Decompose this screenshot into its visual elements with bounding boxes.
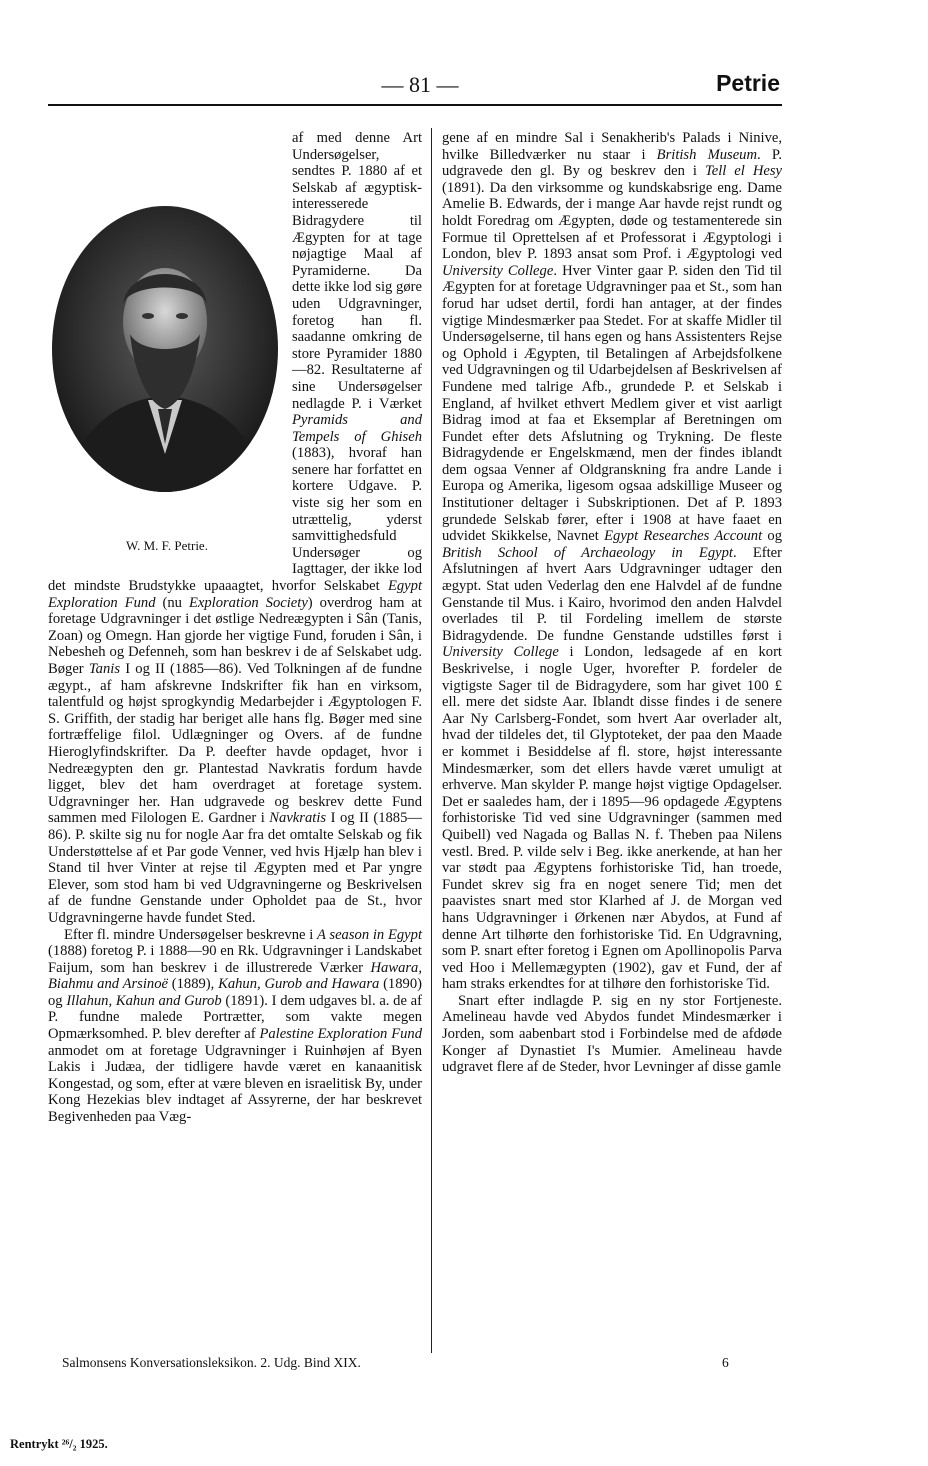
column-divider xyxy=(431,128,432,1353)
left-column xyxy=(48,130,422,1366)
figure-caption: W. M. F. Petrie. xyxy=(126,538,208,553)
footer-source: Salmonsens Konversationsleksikon. 2. Udg. Bind XIX. xyxy=(62,1355,361,1370)
page-number: — 81 — xyxy=(381,72,459,97)
portrait-image xyxy=(50,204,280,494)
reprint-note: Rentrykt ²⁶/₂ 1925. xyxy=(10,1437,108,1451)
left-paragraph-2: Efter fl. mindre Undersøgelser beskrevne i A season in Egypt (1888) foretog P. i 1888—90 en Rk. Udgravninger i Landskabet Faijum, som han beskrev i de illustrerede Værker Hawara, Biahmu and Arsinoë (1889), Kahun, Gurob and Hawara (1890) og Illahun, Kahun and Gurob (1891). I dem udgaves bl. a. de af P. fundne malede Portrætter, som vakte megen Opmærksomhed. P. blev derefter af Palestine Exploration Fund anmodet om at foretage Udgravninger i Ruinhøjen af Byen Lakis i Judæa, der tidligere havde været en kanaanitisk Kongestad, og som, efter at være bleven en israelitisk By, under Kong Hezekias blev indtaget af Assyrerne, der har beskrevet Begivenheden paa Væg- xyxy=(48,926,423,1126)
footer-signature: 6 xyxy=(722,1355,729,1370)
portrait-figure xyxy=(48,130,286,564)
right-column xyxy=(442,130,782,1366)
header-rule xyxy=(48,104,782,106)
left-paragraph-1: af med denne Art Undersøgelser, sendtes P. 1880 af et Selskab af ægyptisk-interesserede Bidragydere til Ægypten for at tage nøjagtige Maal af Pyramiderne. Da dette ikke lod sig gøre uden Udgravninger, foretog han fl. saadanne omkring de store Pyramider 1880—82. Resultaterne af sine Undersøgelser nedlagde P. i Værket Pyramids and Tempels of Ghiseh (1883), hvoraf han senere har forfattet en kortere Udgave. P. viste sig her som en utrættelig, yderst samvittighedsfuld Undersøger og Iagttager, der ikke lod det mindste Brudstykke upaaagtet, hvorfor Selskabet Egypt Exploration Fund (nu Exploration Society) overdrog ham at foretage Udgravninger i det østlige Nedreægypten i Sân (Tanis, Zoan) og Omegn. Han gjorde her vigtige Fund, foruden i Sân, i Nebesheh og Defenneh, som han beskrev i de af Selskabet udg. Bøger Tanis I og II (1885—86). Ved Tolkningen af de fundne ægypt., af ham afskrevne Indskrifter fik han en virksom, talentfuld og højst sprogkyndig Medarbejder i Ægyptologen F. S. Griffith, der stadig har beriget alle hans flg. Bøger med sine fortræffelige filol. Udlægninger og Overs. af de fundne Hieroglyfindskrifter. Da P. deefter havde opdaget, hvor i Nedreægypten den gr. Plantestad Navkratis fordum havde ligget, blev det ham overdraget at foretage system. Udgravninger her. Han udgravede og beskrev dette Fund sammen med Filologen E. Gardner i Navkratis I og II (1885—86). P. skilte sig nu for nogle Aar fra det omtalte Selskab og fik Understøttelse af et Par gode Venner, ved hvis Hjælp han blev i Stand til hver Vinter at rejse til Ægypten med et Par yngre Elever, som stod ham bi ved Udgravningerne og Beskrivelsen af de fundne Genstande under Opholdet paa de St., hvor Udgravningerne havde fundet Sted. xyxy=(48,130,422,926)
right-paragraph-2: Snart efter indlagde P. sig en ny stor Fortjeneste. Amelineau havde ved Abydos fundet Mindesmærker i Jorden, som aabenbart stod i Forbindelse med de afdøde Konger af Dynastiet I's Mumier. Amelineau havde udgravet flere af de Steder, hvor Levninger af disse gamle xyxy=(442,992,782,1076)
running-head: Petrie xyxy=(716,70,780,96)
right-paragraph-1: gene af en mindre Sal i Senakherib's Palads i Ninive, hvilke Billedværker nu staar i British Museum. P. udgravede den gl. By og beskrev den i Tell el Hesy (1891). Da den virksomme og kundskabsrige eng. Dame Amelie B. Edwards, der i mange Aar havde rejst rundt og holdt Foredrag om Ægypten, døde og testamenterede sin Formue til Oprettelsen af et Professorat i Ægyptologi i London, blev P. 1893 ansat som Prof. i Ægyptologi ved University College. Hver Vinter gaar P. siden den Tid til Ægypten for at foretage Udgravninger paa et St., som han forud har udset dertil, fordi han antager, at der findes vigtige Mindesmærker paa Stedet. For at skaffe Midler til Undersøgelserne, til hans egen og hans Assistenters Rejse og Ophold i Ægypten, til Betalingen af Arbejdsfolkene ved Udgravningen og til Udarbejdelsen af Beskrivelsen af Fundene med talrige Afb., grundede P. et Selskab i England, af hvilket ethvert Medlem giver et vist aarligt Bidrag imod at faa et Eksemplar af Beretningen om Fundet efter dets Afslutning og Trykning. De fleste Bidragydende er Engelskmænd, men der findes iblandt dem ogsaa Venner af Oldgranskning fra andre Lande i Europa og Amerika, ligesom ogsaa adskillige Museer og Institutioner deltager i Subskriptionen. Det af P. 1893 grundede Selskab fører, efter i 1908 at have faaet en udvidet Skikkelse, Navnet Egypt Researches Account og British School of Archaeology in Egypt. Efter Afslutningen af hvert Aars Udgravninger udtager den ægypt. Stat uden Vederlag den ene Halvdel af de fundne Genstande til Mus. i Kairo, hvorimod den anden Halvdel overlades til P. til Fordeling imellem de største Bidragydende. De fundne Genstande udstilles først i University College i London, ledsagede af en kort Beskrivelse, i nogle Uger, hvorefter P. fordeler de vigtigste Sager til de Bidragydere, som har givet 100 £ ell. mere det sidste Aar. Iblandt disse findes i de senere Aar Ny Carlsberg-Fondet, som hvert Aar overlader alt, hvad der tildeles det, til Glyptoteket, der paa den Maade er kommet i Besiddelse af fl. store, højst interessante Mindesmærker, som det ellers havde været umuligt at erhverve. Man skylder P. mange højst vigtige Opdagelser. Det er saaledes ham, der i 1895—96 opdagede Ægyptens forhistoriske Tid ved sine Udgravninger (sammen med Quibell) ved Nagada og Ballas N. f. Theben paa Nilens vestl. Bred. P. vilde selv i Beg. ikke anerkende, at han her var stødt paa Ægyptens forhistoriske Tid, han troede, Fundet skrev sig fra en noget senere Tid; men det paavistes snart med stor Klarhed af J. de Morgan ved hans Udgravninger i Ørkenen nær Abydos, at Fund af denne Art tilhørte den forhistoriske Tid. En Udgravning, som P. snart efter foretog i Egnen om Apollinopolis Parva ved Hoo i Mellemægypten (1902), gav et Fund, der af ham straks erkendtes for at tilhøre den forhistoriske Tid. xyxy=(442,130,783,993)
